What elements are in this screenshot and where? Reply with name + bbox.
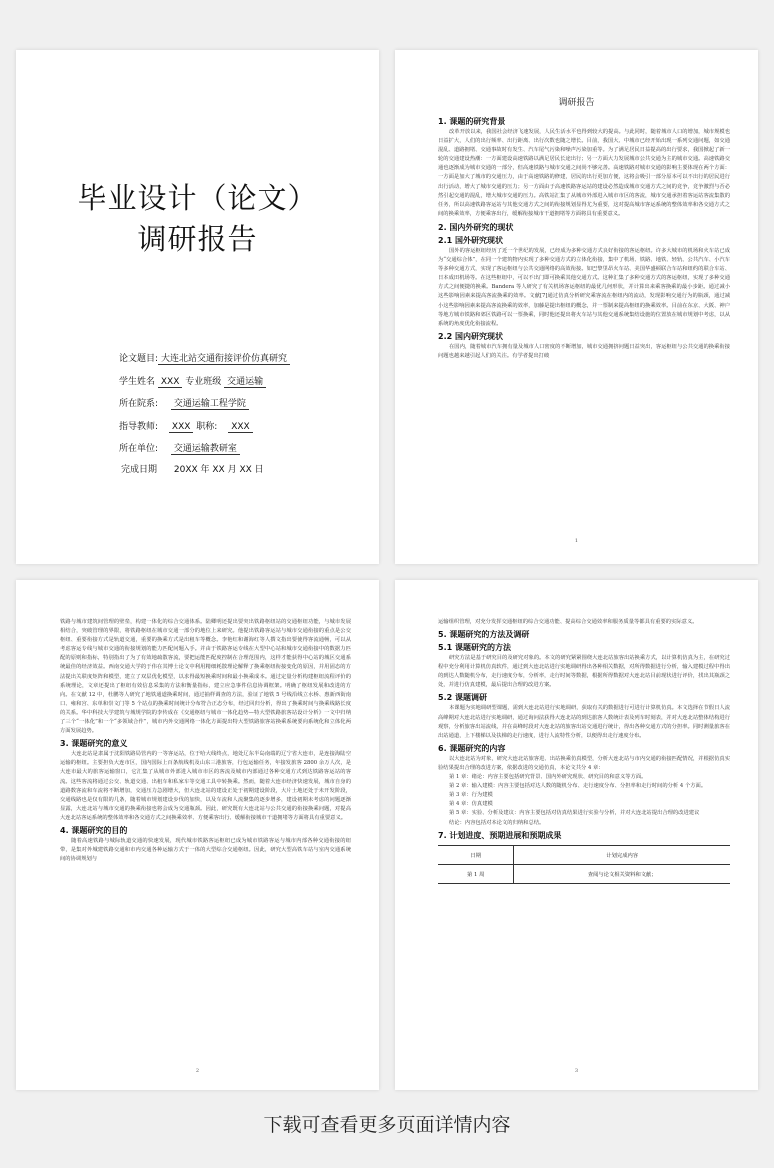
date-value: 20XX 年 XX 月 XX 日 [173,465,264,475]
report-page-3 [395,580,758,1090]
rank-value: XXX [228,422,253,433]
college-value: 交通运输工程学院 [171,399,249,410]
list-item: 第 1 章：绪论：内容主要包括研究背景、国内外研究现状、研究目的和意义等方面。 [449,774,647,781]
report-title: 调研报告 [558,98,595,108]
unit-value: 交通运输教研室 [171,444,240,455]
date-label: 完成日期 [121,465,158,475]
student-label: 学生姓名 [119,377,156,387]
topic-value: 大连北站交通衔接评价仿真研究 [158,354,290,365]
college-label: 所在院系: [119,399,159,409]
section-heading: 1. 课题的研究背景 [438,117,506,126]
student-value: XXX [158,377,183,388]
unit-row [119,441,240,454]
section-heading: 6. 课题研究的内容 [438,743,506,753]
table-header-row [438,845,730,864]
topic-label: 论文题目: [119,354,159,364]
rank-label: 职称: [196,422,218,432]
subsection-heading: 2.1 国外研究现状 [438,235,503,245]
report-page-1 [395,50,758,564]
paragraph: 在国内，随着城市汽车拥有量及城市人口密度的不断增加，城市交通拥挤问题日益突出，客运枢纽与公共交通的换乘衔接问题也越来越引起人们的关注。有学者提出打破 [438,343,730,359]
download-more-caption: 下载可查看更多页面详情内容 [263,1114,511,1136]
paragraph: 运输组织管理，对充分发挥交通枢纽的综合交通功能、提高综合交通效率和服务质量等都具有重要的实际意义。 [438,619,698,625]
student-row [119,374,266,387]
table-cell: 查阅与论文相关资料和文献； [514,864,730,883]
date-row [121,462,264,475]
paragraph: 以大连北站为对象，研究大连北站旅客进、出站换乘仿真模型，分析大连北站与市内交通的衔接匹配情况，并根据仿真实验结果提出合理的改进方案，依据改进的交通仿真，本论文共分 4 章： [438,755,730,771]
section-heading: 4. 课题研究的目的 [60,825,128,835]
cover-title-line1: 毕业设计（论文） [77,181,318,215]
advisor-row [119,419,253,432]
cover-title-line2: 调研报告 [137,222,258,256]
paragraph: 铁路与城市建筑间管理的壁垒，构建一体化的综合交通体系。陆卿明还提出要突出铁路枢纽站的交通枢纽功能，与城市发展相结合，突破管理的界限，将铁路枢纽在城市交通一部分的地位上来研究。他提出铁路客运站与城市交通衔接的重点是公交枢纽、重要衔接方式是轨道交通，重要的换乘方式是出租车等概念。李艳红和谢海红等人撰文指出要使得客流通畅，可以从考虑客运专线与城市交通的衔接规划的能力匹配问题入手。并由于铁路客运专线在大型中心站和城市交通衔接中的数据力匹配的原则和指标，特别指出了为了有效地疏散客流，要把运能匹配度控制在合理范围内，这样才能获得中心站的城区交通系统最佳的经济效益。西南交通大学的于伟在其博士论文中利用精细耗散理论解释了换乘枢纽衔接变化的原因，并用固态的方法提出关联度矩阵和模型，建立了双层优化模型，以求得最短换乘时间和最小换乘成本。通过定量分析构建枢纽流程评价的系统理论，文章还提出了枢纽有效信息采集的方法和衡量指标，建立应急事件信息协调框架。明确了枢纽发展和改进的方向。在文献 12 中，杜鹏等人研究了地铁通道换乘时间，通过抽样调查的方法，验证了地铁 5 号线沿线立水桥、惠新西街南口、雍和宫、东单和崇文门等 5 个站点的换乘时间统计分布符合正态分布，经过回归分析，得出了换乘时间与换乘线路长度的关系。华中科技大学建筑与城规学院的李传成在《交通枢纽与城市一体化趋势—特大型铁路旅客站设计分析》一文中归纳了三个“一体化”和一个“多领域合作”，城市内外交通网络一体化方面提出特大型铁路旅客站换乘系统要向系统化和立体化两方面发展趋势。 [60,619,351,735]
table-header: 日期 [438,845,514,864]
page-number: 3 [574,1068,579,1074]
college-row [119,396,249,409]
list-item: 第 3 章：行为建模 [449,792,493,799]
paragraph: 改革开放以来，我国社会经济飞速发展，人民生活水平也得到较大的提高。与此同时，随着城市人口的增加，城市规模也日益扩大，人们的出行频率、出行距离、出行次数也随之增长。目前，我国大、中城市已经开始出现一系列交通问题，如交通混乱、道路拥堵、交通事故时有发生、汽车尾气污染和噪声污染加重等。为了满足居民日益提高的出行要求，我国掀起了新一轮的交通建设热潮：一方面建设高速铁路以满足居民长途出行；另一方面大力发展城市公共交通为主的城市交通。高速铁路交通也逐渐成为城市交通的一部分，但高速铁路与城市交通之间尚不够完善。高速铁路对城市交通的影响主要体现在两个方面：一方面是加大了城市的交通压力，由于高速铁路的修建，居民的出行更加方便，这将会吸引一部分原本可以不出行的居民进行出行活动，增大了城市交通的压力；另一方面由于高速铁路客运站的建设必然造成城市交通方式之间的竞争，竞争激烈与否必然引起交通的混乱，增大城市交通的压力。高铁站汇集了从城市外部进入城市市区的客流，城市交通承担着客运站客流集散的任务，所以高速铁路客运站与其他交通方式之间的衔接规划显得尤为重要，这对提高城市客运系统的整体效率和各交通方式之间的换乘效率，方便乘客出行，缓解衔接城市干道拥堵等方面将具有重要意义。 [438,129,730,217]
list-item: 第 4 章：仿真建模 [449,801,493,808]
table-cell: 第 1 周 [438,864,514,883]
section-heading: 3. 课题研究的意义 [60,739,128,749]
subsection-heading: 5.2 课题调研 [438,693,487,703]
section-heading: 7. 计划进度、预期进展和预期成果 [438,830,562,840]
page-body [438,114,730,361]
table-row [438,864,730,883]
list-item: 第 2 章：输入建模：内容主要包括对达人数的随机分布、走行速度分布、分担率和走行时间的分析 4 个方面。 [449,783,707,790]
paragraph: 本课题为实地调研型课题，需到大连北站进行实地调研，获取有关的数据进行可进行计算机仿真。本文选择在节假日人流高峰期对大连北站进行实地调研，通过询问法获得大连北站的到达旅客人数统计表及列车时刻表，并对大连北站整体结构进行观察，分析旅客出站流线，并在高峰时段对大连北站的旅客出站交通进行统计，得出各种交通方式的分担率。同时测量旅客在出站通道，上下楼梯以及扶梯的走行速度，进行人流特性分析，以便得出走行速度分布。 [438,705,730,739]
paragraph: 国外的客运枢纽经历了近一个世纪的发展，已经成为多种交通方式良好衔接的客运枢纽。许多大城市的机场和火车站已成为“交通综合体”，在同一个建筑物内实现了多种交通方式的立体化衔接，集中了机场、铁路、地铁、轻轨、公共汽车、小汽车等多种交通方式，实现了客运枢纽与公共交通网络的高效衔接。如巴黎里昂火车站、美国华盛顿联合车站和纽约的联合车站、日本成田机场等。在这些枢纽中，可以不出门即可换乘其他交通方式。这种汇集了多种交通方式的客运枢纽，实现了多种交通方式之间便捷的换乘。Bandera 等人研究了有关机场客运枢纽的最优几何形状，并计算出来乘客换乘的最小步距。通过减小这些影响因素来提高客流换乘的效率。文献[7]通过仿真分析研究乘客流在枢纽内的流动，发现影响交通行为的瓶颈，通过减小这些影响因素来提高客流换乘的效率，加藤是提出枢纽的概念，并一票制来提高枢纽的换乘效率。目前在东京、大阪、神户等地方城市铁路和郊区铁路可以一票换乘，同时他还提出将火车站与其他交通系统集结设施的位置放在城市规划中考虑，以从系统的角度优化衔接流程。 [438,247,730,327]
advisor-value: XXX [169,422,194,433]
subsection-heading: 2.2 国内研究现状 [438,331,503,341]
table-header: 计划完成内容 [514,845,730,864]
paragraph: 研究方法是基于研究目的及研究对象的。本文的研究紧紧围绕大连北站旅客出站换乘方式，以计算机仿真为主，在研究过程中充分利用计算机仿真软件，通过到大连北站进行实地调研得出各种相关数据，对所得数据进行分析，输入建模过程中得出的到达人数随机分布，走行速度分布，分析率，走行时间等数据，根据所得数据对大连北站目前现状进行评价，找出其瓶颈之处，并进行仿真建模，最后提出合理的改进方案。 [438,655,730,689]
page-body [60,618,351,864]
section-heading: 2. 国内外研究的现状 [438,222,514,232]
paragraph: 大连北站是隶属于沈阳铁路局管内的一等客运站，位于哈大线终点，地处辽东半岛南端的辽宁省大连市，是连接海陆空运输的枢纽。主要担负大连市区，国内国际上百条航线机及山东三港旅客，行包运输任务，年接发旅客 2800 余万人次，是大连市最大的旅客运输窗口，它汇集了从城市外部进入城市市区的客流及城市内部通过各种交通方式到达铁路客运站的客流。这些客流将通过公交、轨道交通、出租车和私家车等交通工具中转换乘。然而，随着大连市经济快速发展，城市自身的道路数客流和车流将不断增加，交通压力急剧增大，但大连北站的建设正处于初期建设阶段，大片土地还处于未开发阶段，交通线路也是仅有限的几条，随着城市规划建设步伐的加快，以及车流和人流聚集的逐步增多，建设初期未考虑的问题逐渐显露，大连北站与城市交通的换乘衔接也将会成为交通瓶颈。因此，研究既有大连北站与公共交通的衔接换乘问题，对提高大连北站客运系统的整体效率和各交通方式之间换乘效率、方便乘客出行、缓解衔接城市干道拥堵等方面将具有重要意义。 [60,751,351,821]
topic-row [119,351,290,364]
paragraph: 随着高速铁路与城际轨道交通的快速发展，现代城市铁路客运枢纽已成为城市铁路客运与城市内部各种交通衔接的纽带，是集对外城建铁路交通和市内交通各种运输方式于一体的大型综合交通枢纽。因此，研究大型高铁车站与室内交通系统间的协调规划与 [60,837,351,863]
section-heading: 5. 课题研究的方法及调研 [438,630,530,640]
unit-label: 所在单位: [119,444,159,454]
paragraph: 结论：内容包括对本论文的归纳和总结。 [449,819,545,826]
class-value: 交通运输 [224,377,266,388]
subsection-heading: 5.1 课题研究的方法 [438,643,511,653]
list-item: 第 5 章：实验、分析及建议：内容主要包括对仿真结果进行实验与分析，并对大连北站提出合理的改进建议 [449,810,700,817]
page-number: 1 [574,538,579,544]
cover-page [16,50,379,564]
page-number: 2 [195,1068,200,1074]
report-page-2 [16,580,379,1090]
page-body [438,618,730,884]
advisor-label: 指导教师: [119,422,159,432]
schedule-table [438,845,730,884]
class-label: 专业班级 [185,377,222,387]
